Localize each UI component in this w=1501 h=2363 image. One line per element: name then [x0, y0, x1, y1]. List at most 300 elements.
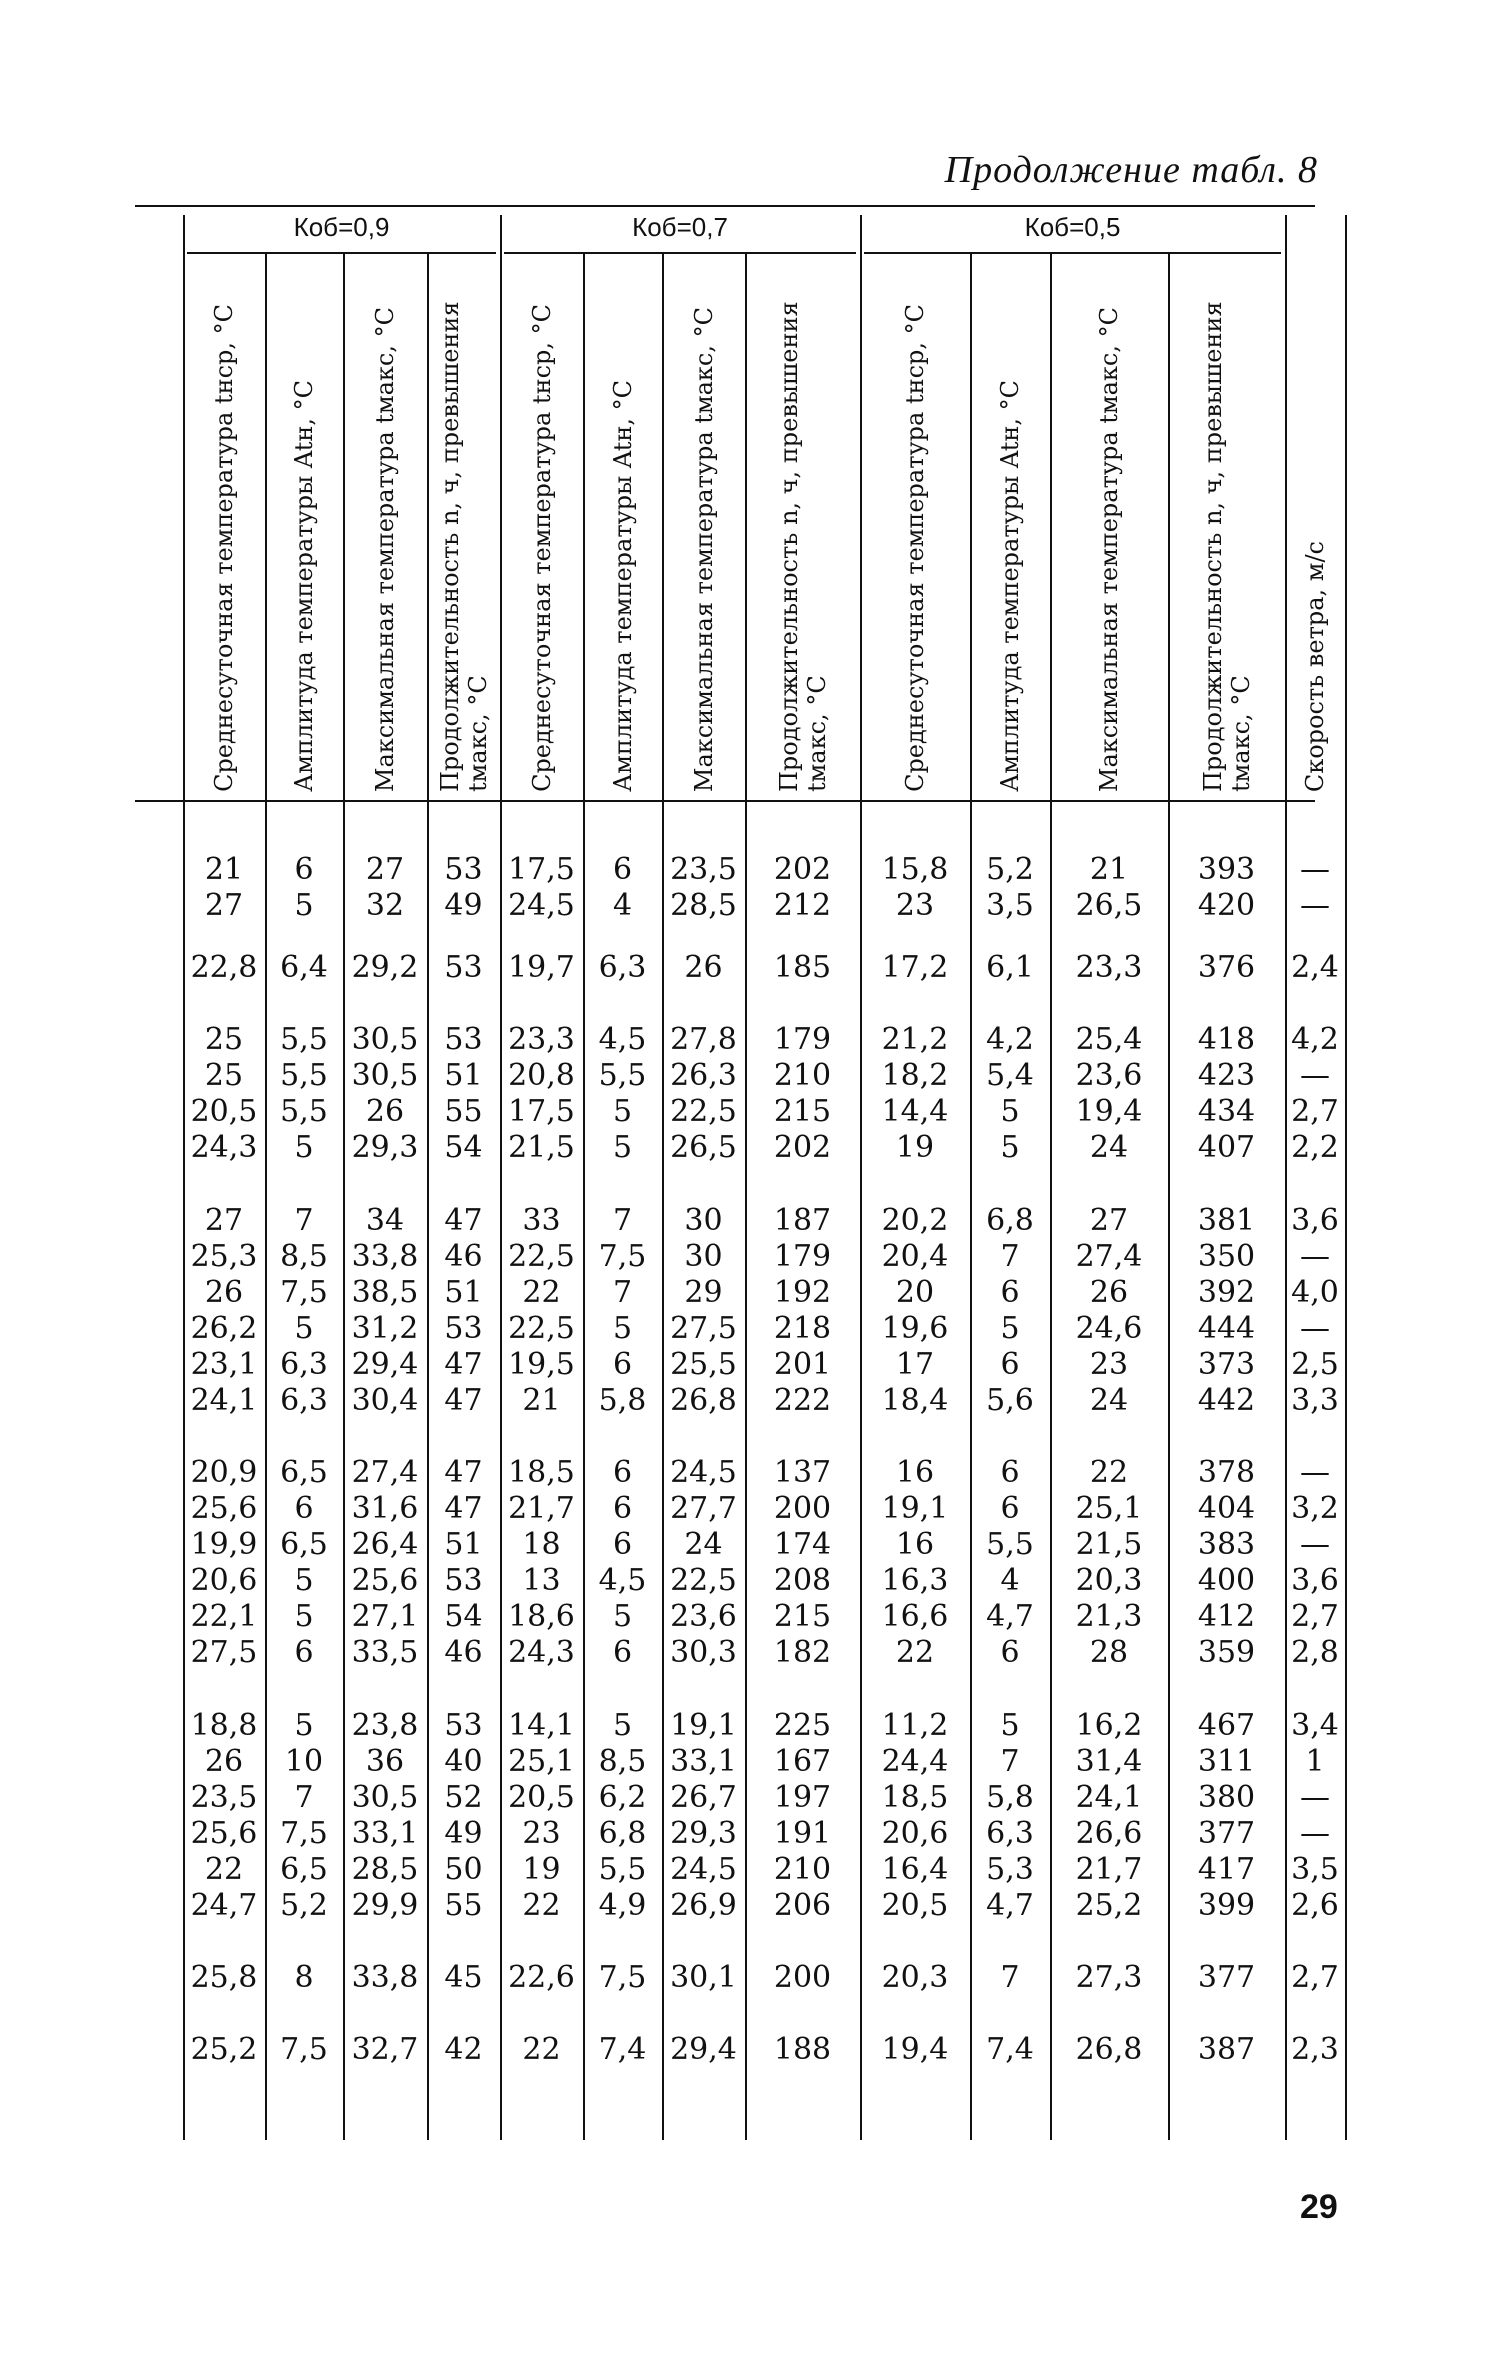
column-header: [970, 252, 1050, 800]
table-cell: 5: [294, 1311, 314, 1346]
table-cell: 2,8: [1291, 1635, 1339, 1670]
column-header: [343, 252, 427, 800]
table-cell: 2,3: [1291, 2032, 1339, 2067]
table-cell: 18,5: [881, 1780, 949, 1815]
table-cell: 34: [365, 1203, 405, 1238]
table-cell: 20,5: [508, 1780, 575, 1815]
table-cell: 412: [1197, 1599, 1256, 1634]
column-header-text: Продолжительность n, ч, превышения tмакс, °С: [435, 301, 492, 792]
table-cell: 376: [1197, 950, 1256, 985]
table-cell: 377: [1197, 1960, 1256, 1995]
table-cell: 7: [1000, 1744, 1020, 1779]
table-cell: 17,5: [508, 852, 575, 887]
table-cell: 2,6: [1291, 1888, 1339, 1923]
table-cell: 5,5: [986, 1527, 1034, 1562]
table-cell: 7: [294, 1203, 314, 1238]
table-cell: 55: [444, 1094, 483, 1129]
table-cell: 26,9: [670, 1888, 737, 1923]
table-cell: 16,3: [881, 1563, 949, 1598]
table-cell: 4,2: [986, 1022, 1034, 1057]
table-cell: 191: [773, 1816, 832, 1851]
table-cell: 53: [444, 950, 483, 985]
table-cell: 54: [444, 1599, 483, 1634]
table-cell: 20,6: [190, 1563, 258, 1598]
table-cell: 5: [294, 1563, 314, 1598]
table-row: [0, 1347, 1501, 1383]
table-cell: 51: [444, 1527, 483, 1562]
table-cell: 19,4: [1075, 1094, 1143, 1129]
table-cell: 3,2: [1291, 1491, 1339, 1526]
column-header: [583, 252, 662, 800]
header-rule: [135, 800, 1315, 802]
table-cell: 19,5: [508, 1347, 575, 1382]
table-cell: 26,3: [670, 1058, 737, 1093]
table-cell: 5,8: [598, 1383, 647, 1418]
table-cell: 29: [684, 1275, 723, 1310]
table-cell: 22,5: [670, 1563, 737, 1598]
table-cell: 21,2: [881, 1022, 949, 1057]
table-cell: 377: [1197, 1816, 1256, 1851]
table-cell: 18,6: [508, 1599, 575, 1634]
table-cell: 15,8: [881, 852, 949, 887]
table-cell: 53: [444, 1311, 483, 1346]
table-cell: 2,4: [1291, 950, 1339, 985]
table-cell: 19,1: [670, 1708, 737, 1743]
column-header-text: Среднесуточная температура tнср, °С: [527, 304, 556, 792]
table-cell: 50: [444, 1852, 483, 1887]
table-cell: 30,4: [351, 1383, 419, 1418]
table-cell: 6: [1000, 1491, 1020, 1526]
table-cell: 21: [1089, 852, 1129, 887]
table-cell: 18,5: [508, 1455, 575, 1490]
table-cell: 20,3: [1075, 1563, 1143, 1598]
table-cell: 7: [1000, 1239, 1020, 1274]
table-cell: 2,2: [1291, 1130, 1339, 1165]
table-cell: 27: [204, 1203, 244, 1238]
table-cell: 27,3: [1075, 1960, 1143, 1995]
table-cell: 5,5: [280, 1022, 328, 1057]
table-cell: 5,5: [598, 1058, 647, 1093]
table-cell: 27,4: [351, 1455, 419, 1490]
table-cell: 212: [773, 888, 832, 923]
table-cell: 22: [522, 2032, 561, 2067]
table-cell: 3,4: [1291, 1708, 1339, 1743]
table-cell: 16,4: [881, 1852, 949, 1887]
table-cell: 222: [773, 1383, 832, 1418]
table-cell: 192: [773, 1275, 832, 1310]
table-cell: 21,3: [1075, 1599, 1143, 1634]
table-cell: 200: [773, 1960, 832, 1995]
table-cell: 5,4: [986, 1058, 1034, 1093]
table-cell: 11,2: [881, 1708, 949, 1743]
table-cell: 7,5: [598, 1239, 647, 1274]
table-cell: 26: [1089, 1275, 1129, 1310]
column-header-text: Максимальная температура tмакс, °С: [371, 306, 399, 792]
table-cell: 33,1: [670, 1744, 737, 1779]
table-row: [0, 1563, 1501, 1599]
table-cell: 23: [522, 1816, 561, 1851]
table-row: [0, 1130, 1501, 1166]
table-cell: 22,5: [508, 1311, 575, 1346]
table-cell: 202: [773, 852, 832, 887]
table-cell: —: [1300, 888, 1330, 923]
table-row: [0, 1383, 1501, 1419]
table-cell: 29,9: [351, 1888, 419, 1923]
table-cell: 16: [895, 1527, 935, 1562]
table-cell: 6: [294, 1491, 314, 1526]
table-cell: 22: [522, 1275, 561, 1310]
table-cell: —: [1300, 1780, 1330, 1815]
table-cell: 26: [204, 1744, 244, 1779]
table-cell: 25: [204, 1058, 244, 1093]
table-cell: 24,4: [881, 1744, 949, 1779]
table-cell: 4,9: [598, 1888, 647, 1923]
table-cell: 29,2: [351, 950, 419, 985]
table-cell: 20,3: [881, 1960, 949, 1995]
table-cell: 27,7: [670, 1491, 737, 1526]
table-cell: 17: [895, 1347, 935, 1382]
table-cell: 21: [522, 1383, 561, 1418]
column-header-text: Амплитуда температуры Atн, °С: [608, 380, 637, 792]
table-cell: 6: [612, 1455, 633, 1490]
table-row: [0, 1058, 1501, 1094]
table-cell: 18,2: [881, 1058, 949, 1093]
table-cell: 5: [294, 1599, 314, 1634]
table-cell: 18,4: [881, 1383, 949, 1418]
table-cell: 40: [444, 1744, 483, 1779]
table-cell: 26: [365, 1094, 405, 1129]
table-cell: 7: [294, 1780, 314, 1815]
table-cell: 46: [444, 1239, 483, 1274]
table-cell: 25,1: [508, 1744, 575, 1779]
table-cell: 22,6: [508, 1960, 575, 1995]
table-cell: 5: [612, 1311, 633, 1346]
table-cell: 420: [1197, 888, 1256, 923]
column-header: [1285, 252, 1345, 800]
table-row: [0, 888, 1501, 924]
table-cell: 174: [773, 1527, 832, 1562]
table-cell: 33,8: [351, 1239, 419, 1274]
table-cell: 2,5: [1291, 1347, 1339, 1382]
table-cell: 24: [1089, 1130, 1129, 1165]
table-cell: 19,6: [881, 1311, 949, 1346]
table-cell: 5,6: [986, 1383, 1034, 1418]
table-cell: 28,5: [670, 888, 737, 923]
column-header-text: Продолжительность n, ч, превышения tмакс, °С: [774, 301, 831, 792]
table-cell: 418: [1197, 1022, 1256, 1057]
table-cell: 5: [294, 1130, 314, 1165]
table-cell: 30,5: [351, 1022, 419, 1057]
table-cell: 2,7: [1291, 1599, 1339, 1634]
table-cell: 23,3: [1075, 950, 1143, 985]
column-header: [265, 252, 343, 800]
table-cell: 22,5: [508, 1239, 575, 1274]
table-cell: 49: [444, 1816, 483, 1851]
table-cell: 350: [1197, 1239, 1256, 1274]
table-cell: 20,8: [508, 1058, 575, 1093]
table-cell: 359: [1197, 1635, 1256, 1670]
table-cell: 31,6: [351, 1491, 419, 1526]
table-cell: 6,5: [280, 1852, 328, 1887]
column-header-text: Среднесуточная температура tнср, °С: [210, 304, 238, 792]
table-cell: 30,5: [351, 1058, 419, 1093]
table-cell: 51: [444, 1275, 483, 1310]
table-row: [0, 1275, 1501, 1311]
table-cell: 311: [1197, 1744, 1256, 1779]
table-cell: 26,8: [670, 1383, 737, 1418]
table-cell: 6: [612, 1491, 633, 1526]
table-cell: 30,5: [351, 1780, 419, 1815]
table-cell: 29,3: [351, 1130, 419, 1165]
table-cell: 404: [1197, 1491, 1256, 1526]
table-cell: 4: [612, 888, 633, 923]
table-cell: 26,5: [1075, 888, 1143, 923]
table-cell: —: [1300, 1816, 1330, 1851]
table-cell: 6: [294, 852, 314, 887]
table-cell: 7,5: [280, 1275, 328, 1310]
group-label-k-1: Коб=0,9: [293, 212, 390, 242]
table-cell: 28: [1089, 1635, 1129, 1670]
table-caption: Продолжение табл. 8: [944, 149, 1318, 191]
table-cell: 53: [444, 1708, 483, 1743]
table-row: [0, 1527, 1501, 1563]
column-header-text: Максимальная температура tмакс, °С: [1095, 306, 1123, 792]
table-cell: 179: [773, 1022, 832, 1057]
table-cell: 5: [1000, 1094, 1020, 1129]
table-cell: 3,6: [1291, 1203, 1339, 1238]
table-row: [0, 1599, 1501, 1635]
table-cell: 8: [294, 1960, 314, 1995]
table-cell: 22,5: [670, 1094, 737, 1129]
table-cell: 51: [444, 1058, 483, 1093]
column-header-text: Скорость ветра, м/с: [1301, 540, 1329, 792]
page-number: 29: [1300, 2188, 1338, 2226]
table-cell: 5,8: [986, 1780, 1034, 1815]
table-cell: 23: [1089, 1347, 1129, 1382]
table-row: [0, 1635, 1501, 1671]
table-cell: 24,5: [670, 1455, 737, 1490]
table-cell: 210: [773, 1852, 832, 1887]
table-cell: 19,1: [881, 1491, 949, 1526]
table-cell: 6: [1000, 1275, 1020, 1310]
table-cell: 442: [1197, 1383, 1256, 1418]
table-cell: 16,2: [1075, 1708, 1143, 1743]
table-cell: 20,4: [881, 1239, 949, 1274]
table-cell: 6: [1000, 1347, 1020, 1382]
table-cell: 30: [684, 1203, 723, 1238]
table-cell: 47: [444, 1491, 483, 1526]
table-row: [0, 2032, 1501, 2068]
table-cell: 22: [204, 1852, 244, 1887]
table-cell: 27,8: [670, 1022, 737, 1057]
table-cell: 7: [612, 1275, 633, 1310]
table-cell: 215: [773, 1094, 832, 1129]
table-cell: —: [1300, 1527, 1330, 1562]
table-row: [0, 1816, 1501, 1852]
table-row: [0, 852, 1501, 888]
table-cell: 27,5: [190, 1635, 258, 1670]
table-cell: 49: [444, 888, 483, 923]
table-cell: 20,5: [190, 1094, 258, 1129]
table-cell: 24,6: [1075, 1311, 1143, 1346]
table-cell: 5: [294, 1708, 314, 1743]
table-cell: 24,1: [190, 1383, 258, 1418]
table-row: [0, 1022, 1501, 1058]
table-cell: 25,6: [351, 1563, 419, 1598]
column-header-text: Максимальная температура tмакс, °С: [689, 306, 718, 792]
table-cell: 16,6: [881, 1599, 949, 1634]
table-cell: 4,0: [1291, 1275, 1339, 1310]
table-cell: 55: [444, 1888, 483, 1923]
table-cell: 31,4: [1075, 1744, 1143, 1779]
table-cell: 5,5: [598, 1852, 647, 1887]
column-header-text: Среднесуточная температура tнср, °С: [901, 304, 929, 792]
table-cell: 417: [1197, 1852, 1256, 1887]
table-row: [0, 1094, 1501, 1130]
table-cell: 6: [1000, 1635, 1020, 1670]
table-cell: 22,1: [190, 1599, 258, 1634]
table-cell: 3,5: [1291, 1852, 1339, 1887]
table-cell: 4,5: [598, 1022, 647, 1057]
table-cell: 28,5: [351, 1852, 419, 1887]
table-cell: —: [1300, 1239, 1330, 1274]
table-cell: 24: [684, 1527, 723, 1562]
table-cell: 25,1: [1075, 1491, 1143, 1526]
table-cell: 5,2: [986, 852, 1034, 887]
table-cell: 5,5: [280, 1058, 328, 1093]
table-cell: 4,2: [1291, 1022, 1339, 1057]
table-cell: 36: [365, 1744, 405, 1779]
table-cell: 42: [444, 2032, 483, 2067]
table-cell: 7,4: [986, 2032, 1034, 2067]
table-cell: 7: [1000, 1960, 1020, 1995]
table-cell: 6,1: [986, 950, 1034, 985]
table-cell: 32,7: [351, 2032, 419, 2067]
table-cell: 5: [1000, 1130, 1020, 1165]
table-cell: 10: [284, 1744, 324, 1779]
table-cell: 210: [773, 1058, 832, 1093]
table-row: [0, 1744, 1501, 1780]
table-cell: 23,6: [1075, 1058, 1143, 1093]
table-cell: 4,5: [598, 1563, 647, 1598]
table-cell: 208: [773, 1563, 832, 1598]
table-cell: 187: [773, 1203, 832, 1238]
table-row: [0, 1960, 1501, 1996]
table-cell: 5,5: [280, 1094, 328, 1129]
table-cell: 18: [522, 1527, 561, 1562]
table-cell: 32: [365, 888, 405, 923]
table-cell: 7,4: [598, 2032, 647, 2067]
table-cell: 202: [773, 1130, 832, 1165]
table-row: [0, 1888, 1501, 1924]
table-cell: 26,4: [351, 1527, 419, 1562]
table-cell: 4: [1000, 1563, 1020, 1598]
table-cell: 22,8: [190, 950, 258, 985]
table-cell: 33,5: [351, 1635, 419, 1670]
table-cell: 137: [773, 1455, 832, 1490]
table-cell: 380: [1197, 1780, 1256, 1815]
table-cell: 29,4: [670, 2032, 737, 2067]
table-cell: 47: [444, 1383, 483, 1418]
column-header: [183, 252, 265, 800]
table-cell: 6,8: [598, 1816, 647, 1851]
table-cell: 20,9: [190, 1455, 258, 1490]
table-cell: 381: [1197, 1203, 1256, 1238]
column-header: [745, 252, 860, 800]
table-cell: 24,3: [190, 1130, 258, 1165]
table-cell: 24,1: [1075, 1780, 1143, 1815]
table-cell: 25,4: [1075, 1022, 1143, 1057]
table-cell: 225: [773, 1708, 832, 1743]
table-cell: 407: [1197, 1130, 1256, 1165]
table-cell: 218: [773, 1311, 832, 1346]
table-cell: —: [1300, 1058, 1330, 1093]
table-cell: 6,5: [280, 1455, 328, 1490]
table-cell: 23,8: [351, 1708, 419, 1743]
column-header: [1050, 252, 1168, 800]
table-cell: 6: [612, 1635, 633, 1670]
table-cell: 5: [1000, 1311, 1020, 1346]
table-cell: 21,5: [1075, 1527, 1143, 1562]
table-cell: 6: [612, 1347, 633, 1382]
table-cell: 20,5: [881, 1888, 949, 1923]
table-cell: 14,1: [508, 1708, 575, 1743]
table-cell: 201: [773, 1347, 832, 1382]
table-cell: 26,5: [670, 1130, 737, 1165]
column-header-text: Продолжительность n, ч, превышения tмакс, °С: [1198, 301, 1255, 792]
table-cell: 206: [773, 1888, 832, 1923]
table-cell: 8,5: [280, 1239, 328, 1274]
table-cell: 19,7: [508, 950, 575, 985]
table-cell: 53: [444, 852, 483, 887]
table-cell: 27: [1089, 1203, 1129, 1238]
table-cell: 53: [444, 1022, 483, 1057]
table-cell: 393: [1197, 852, 1256, 887]
table-row: [0, 1239, 1501, 1275]
table-cell: 45: [444, 1960, 483, 1995]
table-cell: 25,2: [190, 2032, 258, 2067]
table-cell: 23,5: [670, 852, 737, 887]
table-cell: 26: [204, 1275, 244, 1310]
table-cell: 30,1: [670, 1960, 737, 1995]
table-cell: 20,2: [881, 1203, 949, 1238]
table-cell: —: [1300, 1455, 1330, 1490]
table-cell: 47: [444, 1347, 483, 1382]
table-cell: 188: [773, 2032, 832, 2067]
table-cell: 27,4: [1075, 1239, 1143, 1274]
table-cell: 5,3: [986, 1852, 1034, 1887]
table-cell: 182: [773, 1635, 832, 1670]
table-cell: 52: [444, 1780, 483, 1815]
table-cell: 17,5: [508, 1094, 575, 1129]
table-cell: 6,3: [598, 950, 647, 985]
table-cell: 6,3: [280, 1383, 328, 1418]
table-cell: 383: [1197, 1527, 1256, 1562]
table-cell: 19,9: [190, 1527, 258, 1562]
table-cell: 19,4: [881, 2032, 949, 2067]
column-header: [1168, 252, 1285, 800]
table-cell: 17,2: [881, 950, 949, 985]
table-cell: 185: [773, 950, 832, 985]
table-cell: 21: [204, 852, 244, 887]
table-row: [0, 1852, 1501, 1888]
column-header: [860, 252, 970, 800]
table-cell: 26,8: [1075, 2032, 1143, 2067]
table-cell: 29,4: [351, 1347, 419, 1382]
column-header-text: Амплитуда температуры Atн, °С: [290, 380, 318, 792]
table-cell: 6,8: [986, 1203, 1034, 1238]
table-cell: 5: [612, 1599, 633, 1634]
